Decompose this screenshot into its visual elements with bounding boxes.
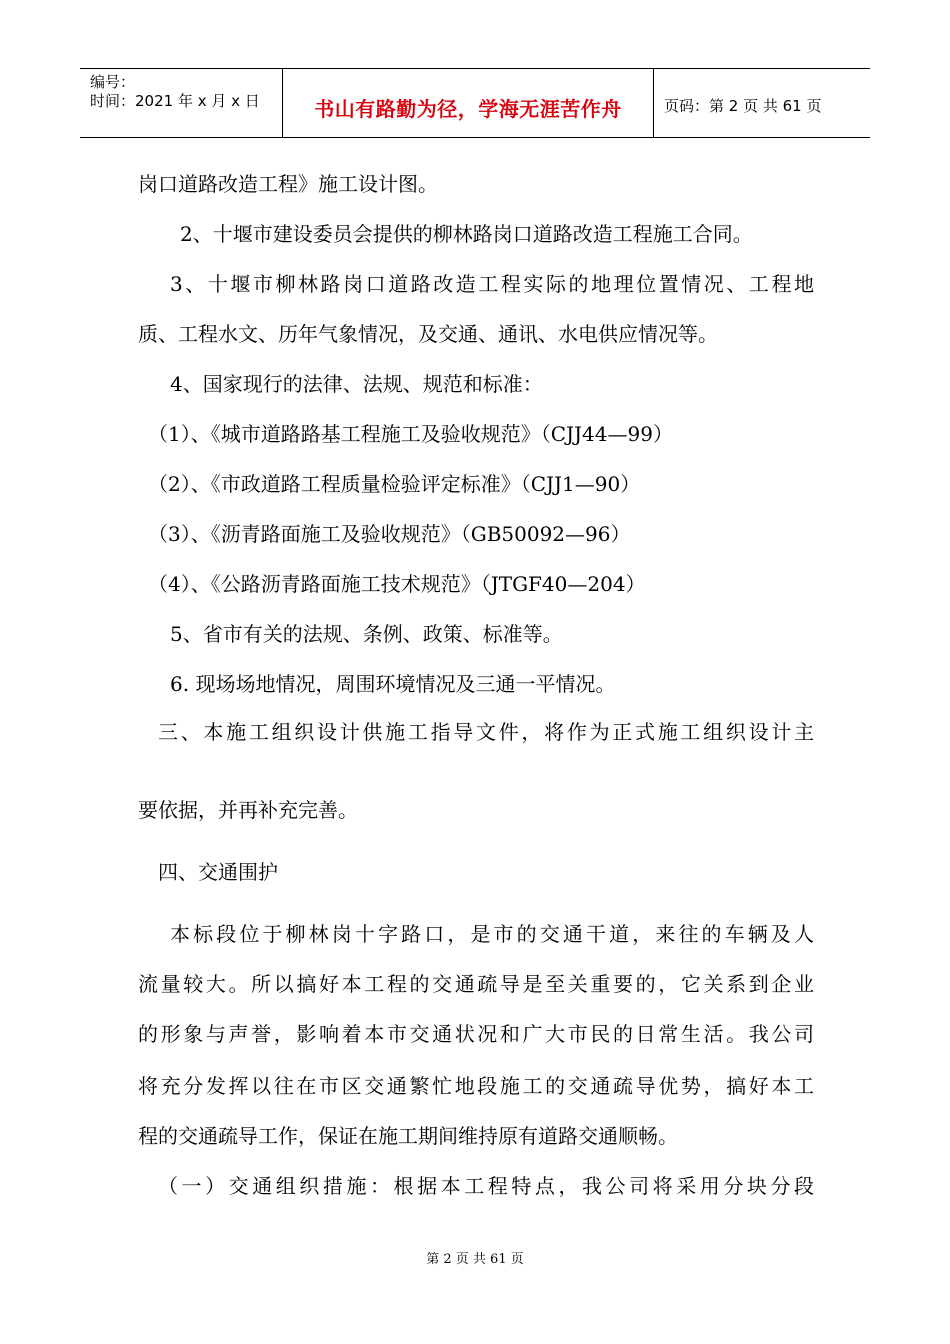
body-line: （1）、《城市道路路基工程施工及验收规范》（CJJ44—99）	[148, 422, 673, 446]
body-line: 的形象与声誉，影响着本市交通状况和广大市民的日常生活。我公司	[138, 1022, 814, 1046]
body-line: （一）交通组织措施：根据本工程特点，我公司将采用分块分段	[158, 1174, 814, 1198]
header-page-cell	[654, 69, 870, 137]
body-line: 程的交通疏导工作，保证在施工期间维持原有道路交通顺畅。	[138, 1124, 678, 1148]
header-motto: 书山有路勤为径，学海无涯苦作舟	[314, 97, 622, 121]
body-line: （4）、《公路沥青路面施工技术规范》（JTGF40—204）	[148, 572, 646, 596]
header-page-info: 页码：第 2 页 共 61 页	[664, 97, 822, 115]
document-number-label: 编号：	[90, 73, 136, 91]
header-meta-cell	[80, 69, 283, 137]
body-line: （3）、《沥青路面施工及验收规范》（GB50092—96）	[148, 522, 631, 546]
body-line: 质、工程水文、历年气象情况，及交通、通讯、水电供应情况等。	[138, 322, 718, 346]
body-line: 三、本施工组织设计供施工指导文件，将作为正式施工组织设计主	[158, 720, 814, 744]
body-line: 3、十堰市柳林路岗口道路改造工程实际的地理位置情况、工程地	[170, 272, 814, 296]
body-line: 岗口道路改造工程》施工设计图。	[138, 172, 438, 196]
body-line: 流量较大。所以搞好本工程的交通疏导是至关重要的，它关系到企业	[138, 972, 814, 996]
body-line: 要依据，并再补充完善。	[138, 798, 358, 822]
body-line: 将充分发挥以往在市区交通繁忙地段施工的交通疏导优势，搞好本工	[138, 1074, 814, 1098]
body-line: 本标段位于柳林岗十字路口，是市的交通干道，来往的车辆及人	[170, 922, 814, 946]
body-line: 5、省市有关的法规、条例、政策、标准等。	[170, 622, 563, 646]
body-line: 2、十堰市建设委员会提供的柳林路岗口道路改造工程施工合同。	[180, 222, 753, 246]
page-header	[80, 68, 870, 138]
body-line: 4、国家现行的法律、法规、规范和标准：	[170, 372, 543, 396]
section-heading: 四、交通围护	[158, 860, 278, 884]
body-line: （2）、《市政道路工程质量检验评定标准》（CJJ1—90）	[148, 472, 641, 496]
body-line: 6. 现场场地情况，周围环境情况及三通一平情况。	[170, 672, 616, 696]
page-footer: 第 2 页 共 61 页	[426, 1252, 524, 1267]
header-motto-cell	[283, 69, 654, 137]
document-date: 时间：2021 年 x 月 x 日	[90, 92, 260, 110]
